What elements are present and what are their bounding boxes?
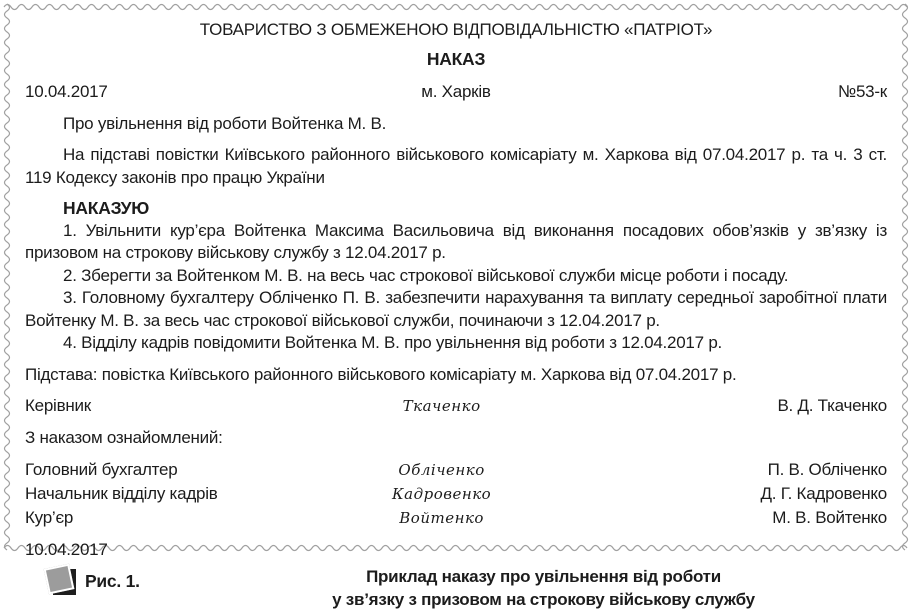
figure-caption-line2: у зв’язку з призовом на строкову військову службу [332,589,755,609]
order-word: НАКАЗУЮ [63,198,150,218]
signer-title: Керівник [25,396,91,415]
signature-row [25,482,887,506]
handwritten-signature: Кадровенко [392,485,492,503]
figure-label-wrap [45,565,210,599]
acknowledged-signatures [25,458,887,530]
order-city: м. Харків [421,82,491,101]
order-items [25,220,887,355]
signer-name: Д. Г. Кадровенко [760,484,887,503]
signature-row [25,506,887,530]
date-city-number-row [25,81,887,104]
order-item: 3. Головному бухгалтеру Обліченко П. В. забезпечити нарахування та виплату середньої заробітної плати Войтенку М. В. за весь час строкової військової служби, починаючи з 12.04.2017 р. [25,288,887,330]
figure-marker-icon [45,565,79,599]
order-date: 10.04.2017 [25,82,108,101]
order-subject: Про увільнення від роботи Войтенка М. В. [63,113,387,133]
signer-title: Начальник відділу кадрів [25,484,218,503]
order-item: 4. Відділу кадрів повідомити Войтенка М. В. про увільнення від роботи з 12.04.2017 р. [63,333,722,352]
company-name: ТОВАРИСТВО З ОБМЕЖЕНОЮ ВІДПОВІДАЛЬНІСТЮ «ПАТРІОТ» [199,20,713,39]
signer-title: Головний бухгалтер [25,460,178,479]
figure-marker-gray-square [44,563,75,594]
document-content [25,14,887,609]
order-basis-intro: На підставі повістки Київського районного військового комісаріату м. Харкова від 07.04.2017 р. та ч. 3 ст. 119 Кодексу законів про працю України [25,145,887,187]
figure-caption-line1: Приклад наказу про увільнення від роботи [366,566,721,586]
acknowledged-label: З наказом ознайомлений: [25,427,223,447]
signer-name: П. В. Обліченко [767,460,887,479]
handwritten-signature: Обліченко [398,461,485,479]
order-item: 1. Увільнити кур’єра Войтенка Максима Васильовича від виконання посадових обов’язків у зв’язку із призовом на строкову військову службу з 12.04.2017 р. [25,220,887,262]
order-number: №53-к [837,82,887,101]
signature-row [25,458,887,482]
figure-caption [210,565,887,611]
acknowledgement-date: 10.04.2017 [25,540,108,559]
signer-name: В. Д. Ткаченко [777,396,887,415]
figure-row [25,565,887,611]
signer-name: М. В. Войтенко [772,508,887,527]
figure-label: Рис. 1. [85,571,140,592]
head-signature-row [25,395,887,418]
handwritten-signature: Войтенко [399,509,484,527]
handwritten-signature: Ткаченко [402,397,481,415]
order-grounds: Підстава: повістка Київського районного військового комісаріату м. Харкова від 07.04.2017 р. [25,364,737,384]
signer-title: Кур’єр [25,508,74,527]
document-type-title: НАКАЗ [426,48,486,69]
order-item: 2. Зберегти за Войтенком М. В. на весь час строкової військової служби місце роботи і посаду. [63,265,789,285]
